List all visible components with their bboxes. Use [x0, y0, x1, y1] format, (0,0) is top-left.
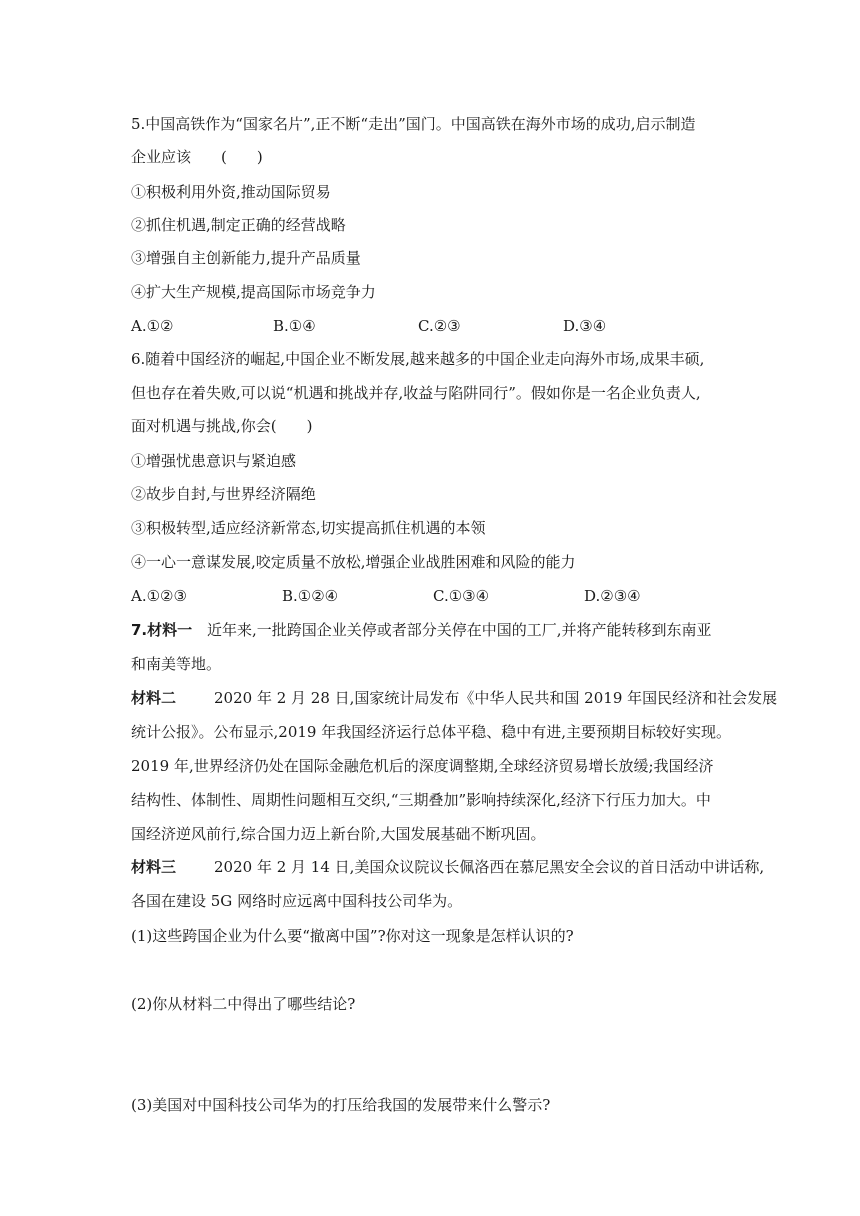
q5-stem-line2: 企业应该 ( ): [131, 148, 263, 166]
q7-subquestion-2: (2)你从材料二中得出了哪些结论?: [131, 995, 356, 1013]
q7-material1-line2: 和南美等地。: [131, 655, 222, 673]
q7-material1-label: [131, 620, 192, 640]
q6-option-d: D.②③④: [584, 587, 641, 605]
q6-stem-line2: 但也存在着失败,可以说“机遇和挑战并存,收益与陷阱同行”。假如你是一名企业负责人,: [131, 384, 701, 402]
q6-item-3: ③积极转型,适应经济新常态,切实提高抓住机遇的本领: [131, 519, 486, 537]
q5-item-3: ③增强自主创新能力,提升产品质量: [131, 249, 361, 267]
q6-option-a: A.①②③: [131, 587, 187, 605]
q5-option-c: C.②③: [418, 317, 461, 335]
q6-stem-line1: 6.随着中国经济的崛起,中国企业不断发展,越来越多的中国企业走向海外市场,成果丰硕,: [131, 350, 705, 368]
q7-subquestion-3: (3)美国对中国科技公司华为的打压给我国的发展带来什么警示?: [131, 1096, 551, 1114]
q5-option-a: A.①②: [131, 317, 174, 335]
q5-item-2: ②抓住机遇,制定正确的经营战略: [131, 216, 346, 234]
q6-stem-line3: 面对机遇与挑战,你会( ): [131, 417, 313, 435]
q7-material2-line5: 国经济逆风前行,综合国力迈上新台阶,大国发展基础不断巩固。: [131, 825, 546, 843]
q6-item-4: ④一心一意谋发展,咬定质量不放松,增强企业战胜困难和风险的能力: [131, 553, 576, 571]
q5-item-1: ①积极利用外资,推动国际贸易: [131, 183, 331, 201]
q7-subquestion-1: (1)这些跨国企业为什么要“撤离中国”?你对这一现象是怎样认识的?: [131, 927, 574, 945]
q6-item-1: ①增强忧患意识与紧迫感: [131, 452, 297, 470]
q7-material3-line1: 2020 年 2 月 14 日,美国众议院议长佩洛西在慕尼黑安全会议的首日活动中讲话称,: [214, 858, 765, 876]
q7-material2-line3: 2019 年,世界经济仍处在国际金融危机后的深度调整期,全球经济贸易增长放缓;我国经济: [131, 757, 714, 775]
q7-material2-label: 材料二: [131, 689, 177, 707]
q5-item-4: ④扩大生产规模,提高国际市场竞争力: [131, 283, 376, 301]
q7-material2-line2: 统计公报》。公布显示,2019 年我国经济运行总体平稳、稳中有进,主要预期目标较好实现。: [131, 723, 731, 741]
q7-material3-line2: 各国在建设 5G 网络时应远离中国科技公司华为。: [131, 892, 463, 910]
q6-item-2: ②故步自封,与世界经济隔绝: [131, 485, 316, 503]
q6-option-b: B.①②④: [282, 587, 339, 605]
q5-option-b: B.①④: [273, 317, 316, 335]
q6-option-c: C.①③④: [433, 587, 490, 605]
q7-material1-label-text: 7.材料一: [131, 621, 193, 639]
q7-material3-label: 材料三: [131, 858, 177, 876]
q7-material1-line1: 近年来,一批跨国企业关停或者部分关停在中国的工厂,并将产能转移到东南亚: [207, 621, 712, 639]
q7-material2-line4: 结构性、体制性、周期性问题相互交织,“三期叠加”影响持续深化,经济下行压力加大。中: [131, 791, 711, 809]
q7-material2-line1: 2020 年 2 月 28 日,国家统计局发布《中华人民共和国 2019 年国民经济和社会发展: [214, 689, 778, 707]
q5-option-d: D.③④: [563, 317, 607, 335]
q5-stem-line1: 5.中国高铁作为“国家名片”,正不断“走出”国门。中国高铁在海外市场的成功,启示制造: [131, 115, 696, 133]
